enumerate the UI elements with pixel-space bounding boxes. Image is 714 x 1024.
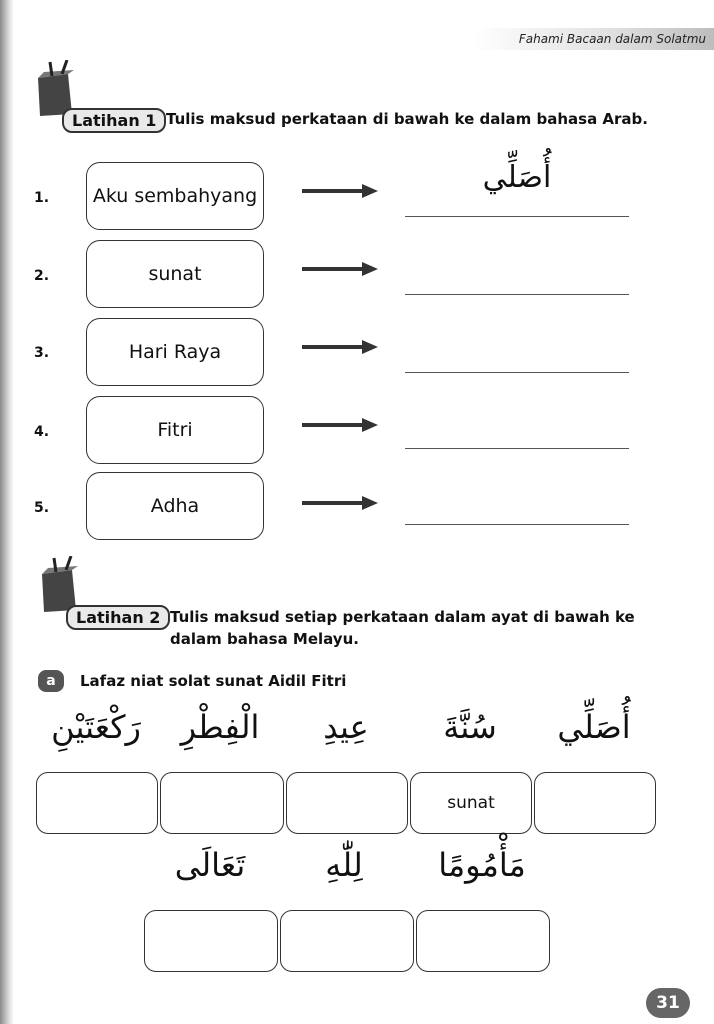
arrow-right-icon <box>302 184 378 198</box>
answer-box[interactable] <box>144 910 278 972</box>
latihan-1-label: Latihan 1 <box>62 108 166 133</box>
latihan-2-instruction-line1: Tulis maksud setiap perkataan dalam ayat di bawah ke <box>170 608 635 626</box>
word-box: Hari Raya <box>86 318 264 386</box>
latihan-2-label: Latihan 2 <box>66 605 170 630</box>
header-title: Fahami Bacaan dalam Solatmu <box>518 32 706 46</box>
arrow-right-icon <box>302 496 378 510</box>
item-number: 2. <box>34 268 50 284</box>
pencil-holder-icon <box>38 556 82 612</box>
part-a-title: Lafaz niat solat sunat Aidil Fitri <box>80 672 347 690</box>
word-box: Aku sembahyang <box>86 162 264 230</box>
latihan-1-instruction: Tulis maksud perkataan di bawah ke dalam bahasa Arab. <box>166 110 648 128</box>
answer-line[interactable] <box>405 448 629 449</box>
arrow-right-icon <box>302 418 378 432</box>
word-box: Fitri <box>86 396 264 464</box>
arabic-word: لِلّٰهِ <box>325 846 363 884</box>
arrow-right-icon <box>302 340 378 354</box>
answer-box[interactable]: sunat <box>410 772 532 834</box>
word-box: Adha <box>86 472 264 540</box>
part-a-badge: a <box>38 670 64 692</box>
answer-line[interactable] <box>405 216 629 217</box>
answer-box[interactable] <box>36 772 158 834</box>
answer-line[interactable] <box>405 294 629 295</box>
item-number: 5. <box>34 500 50 516</box>
arabic-word: عِيدِ <box>323 708 369 746</box>
arabic-word: الْفِطْرِ <box>180 708 260 746</box>
answer-line[interactable] <box>405 372 629 373</box>
item-number: 1. <box>34 190 50 206</box>
arabic-answer: أُصَلِّي <box>482 160 552 195</box>
page-edge-shadow <box>0 0 14 1024</box>
item-number: 4. <box>34 424 50 440</box>
arabic-word: أُصَلِّي <box>557 708 631 746</box>
answer-box[interactable] <box>280 910 414 972</box>
word-box: sunat <box>86 240 264 308</box>
arabic-word: رَكْعَتَيْنِ <box>51 708 141 746</box>
answer-box[interactable] <box>416 910 550 972</box>
answer-box[interactable] <box>286 772 408 834</box>
item-number: 3. <box>34 345 50 361</box>
arabic-word: مَأْمُومًا <box>438 846 526 884</box>
latihan-2-instruction-line2: dalam bahasa Melayu. <box>170 630 359 648</box>
arrow-right-icon <box>302 262 378 276</box>
answer-line[interactable] <box>405 524 629 525</box>
arabic-word: سُنَّةَ <box>443 708 497 746</box>
answer-box[interactable] <box>534 772 656 834</box>
arabic-word: تَعَالَى <box>174 846 246 884</box>
page-number: 31 <box>646 988 690 1018</box>
answer-box[interactable] <box>160 772 284 834</box>
